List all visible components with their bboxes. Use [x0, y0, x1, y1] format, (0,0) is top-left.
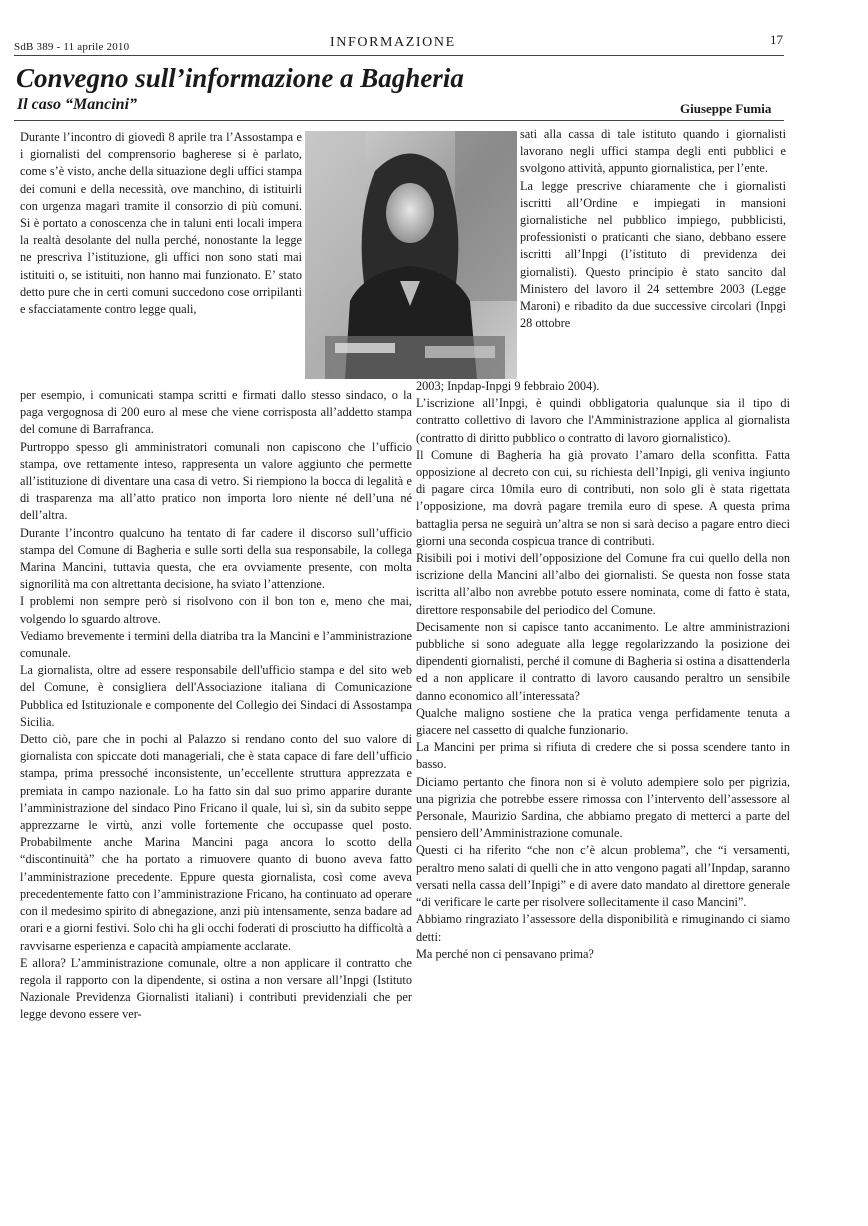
page-number: 17: [770, 32, 783, 47]
issue-date: SdB 389 - 11 aprile 2010: [14, 41, 130, 53]
paragraph: sati alla cassa di tale istituto quando i giornalisti lavorano negli uffici stampa degli enti pubblici e svolgono attività, appunto giornalistica, per l’ente.: [520, 127, 786, 176]
paragraph: Decisamente non si capisce tanto accanimento. Le altre amministrazioni pubbliche si sono adeguate alla legge regolarizzando la posizione dei dipendenti giornalisti, perché il comune di Bagheria si ostina a disattenderla ed a non applicare il contratto di lavoro causando peraltro un sensibile danno economico all’interessata?: [416, 619, 790, 703]
column-left-top: [20, 129, 302, 318]
paragraph: Durante l’incontro qualcuno ha tentato di far cadere il discorso sull’ufficio stampa del Comune di Bagheria e sulle sorti della sua responsabile, la collega Marina Mancini, tuttavia questa, che era ovviamente presente, con molta signorilità ma con altrettanta decisione, ha sviato l’attenzione.: [20, 525, 412, 592]
paragraph: Durante l’incontro di giovedì 8 aprile tra l’Assostampa e i giornalisti del comprensorio bagherese si è parlato, come s’è visto, anche della situazione degli uffici stampa dei comuni e della necessità, ove manchino, di istituirli con urgenza magari tramite il consorzio di più comuni. Si è portato a conoscenza che in taluni enti locali impera la realtà desolante del nulla perché, nonostante la legge ne prescriva l’istituzione, gli uffici non sono stati mai istituiti o, se istituiti, non hanno mai funzionato. E’ stato detto pure che in certi comuni succedono cose orripilanti e sfacciatamente contro legge quali,: [20, 130, 302, 317]
title-rule: [14, 120, 784, 121]
paragraph: 2003; Inpdap-Inpgi 9 febbraio 2004).: [416, 379, 600, 393]
paragraph: Risibili poi i motivi dell’opposizione del Comune fra cui quello della non iscrizione della Mancini all’albo dei giornalisti. Se questa non fosse stata iscritta all’albo non avrebbe potuto essere nominata, come di fatto è stata, direttore responsabile del periodico del Comune.: [416, 551, 790, 617]
paragraph: Questi ci ha riferito “che non c’è alcun problema”, che “i versamenti, peraltro meno salati di quelli che in atto vengono pagati all’Inpdap, saranno versati nella cassa dell’Inpigi” e di avere dato mandato al direttore generale “di verificare le carte per risolvere sollecitamente il caso Mancini”.: [416, 843, 790, 910]
paragraph: per esempio, i comunicati stampa scritti e firmati dallo stesso sindaco, o la paga vergognosa di 200 euro al mese che viene corrisposta all’addetto stampa del comune di Barrafranca.: [20, 388, 412, 437]
section-title: INFORMAZIONE: [330, 35, 456, 50]
portrait-photo: [305, 131, 517, 379]
paragraph: Ma perché non ci pensavano prima?: [416, 946, 594, 961]
paragraph: Abbiamo ringraziato l’assessore della disponibilità e rimuginando ci siamo detti:: [416, 912, 790, 944]
column-right-bottom: [416, 378, 790, 963]
article-subtitle: Il caso “Mancini”: [17, 96, 138, 113]
article-title: Convegno sull’informazione a Bagheria: [16, 63, 464, 93]
portrait-photo-icon: [305, 131, 517, 379]
paragraph: La legge prescrive chiaramente che i giornalisti iscritti all’Ordine e impiegati in mansioni giornalistiche nel pubblico impiego, pubblicisti, professionisti o praticanti che siano, debbano essere iscritti all’Inpgi (l’istituto di previdenza dei giornalisti). Questo principio è stato sancito dal Ministero del lavoro il 24 settembre 2003 (Legge Maroni) e ribadito da due successive circolari (Inpgi 28 ottobre: [520, 178, 786, 331]
header-rule: [14, 55, 784, 56]
paragraph: E allora? L’amministrazione comunale, oltre a non applicare il contratto che regola il rapporto con la dipendente, si ostina a non versare all’Inpgi (Istituto Nazionale Previdenza Giornalisti italiani) i contributi previdenziali che per legge devono essere ver-: [20, 955, 412, 1022]
paragraph: Qualche maligno sostiene che la pratica venga perfidamente tenuta a giacere nel cassetto di qualche funzionario.: [416, 705, 790, 738]
paragraph: La Mancini per prima si rifiuta di credere che si possa scendere tanto in basso.: [416, 740, 790, 772]
paragraph: Purtroppo spesso gli amministratori comunali non capiscono che l’ufficio stampa, ove rettamente inteso, rappresenta un valore aggiunto che permette all’istituzione di diventare una casa di vetro. Si riempiono la bocca di legalità e di trasparenza ma all’atto pratico non importa loro niente né dell’una né dell’altra.: [20, 439, 412, 523]
paragraph: Vediamo brevemente i termini della diatriba tra la Mancini e l’amministrazione comunale.: [20, 628, 412, 661]
paragraph: Diciamo pertanto che finora non si è voluto adempiere solo per pigrizia, una pigrizia che potrebbe essere rimossa con l’intervento dell’assessore al Personale, Maurizio Sardina, che abbiamo pregato di metterci a parte del pensiero dell’Amministrazione comunale.: [416, 774, 790, 841]
paragraph: L’iscrizione all’Inpgi, è quindi obbligatoria qualunque sia il tipo di contratto collettivo di lavoro che l'Amministrazione applica al giornalista (contratto di diritto pubblico o contratto di lavoro giornalistico).: [416, 396, 790, 445]
column-right-top: [520, 126, 786, 332]
paragraph: Detto ciò, pare che in pochi al Palazzo si rendano conto del suo valore di giornalista con spiccate doti manageriali, che è stata capace di fare dell’ufficio stampa, prima pressoché inconsistente, un’eccellente struttura apprezzata e premiata in campo nazionale. Lo ha fatto sin dal suo primo apparire durante l’amministrazione del sindaco Pino Fricano il quale, lui sì, sin da subito seppe apprezzarne le virtù, anzi volle fortemente che occupasse quel posto. Probabilmente anche Marina Mancini paga ancora lo scotto della “discontinuità” che ha portato a rimuovere quanto di buono aveva fatto l’amministrazione precedente. Eppure questa giornalista, così come aveva precedentemente fatto con l’amministrazione Fricano, ha continuato ad operare con il medesimo spirito di abnegazione, anzi più intensamente, senza badare ad orari e a giorni festivi. Solo chi ha gli occhi foderati di prosciutto ha difficoltà a ravvisarne esperienza e capacità ampiamente acclarate.: [20, 732, 412, 953]
paragraph: I problemi non sempre però si risolvono con il bon ton e, meno che mai, volgendo lo sguardo altrove.: [20, 594, 412, 626]
paragraph: La giornalista, oltre ad essere responsabile dell'ufficio stampa e del sito web del Comune, è consigliera dell'Associazione italiana di Comunicazione Pubblica ed Istituzionale e componente del Collegio dei Sindaci di Assostampa Sicilia.: [20, 663, 412, 729]
article-author: Giuseppe Fumia: [680, 101, 772, 116]
column-left-bottom: [20, 387, 412, 1024]
paragraph: Il Comune di Bagheria ha già provato l’amaro della sconfitta. Fatta opposizione al decreto con cui, su richiesta dell’Inpigi, gli veniva ingiunto di pagare circa 10mila euro di contributi, non solo gli è stata rigettata l’opposizione, ma dovrà pagare tremila euro di spese. A questa prima battaglia persa ne seguirà un’altra se non si sarà deciso a pagare entro dieci giorni una seconda cospicua trance di contributi.: [416, 447, 790, 548]
